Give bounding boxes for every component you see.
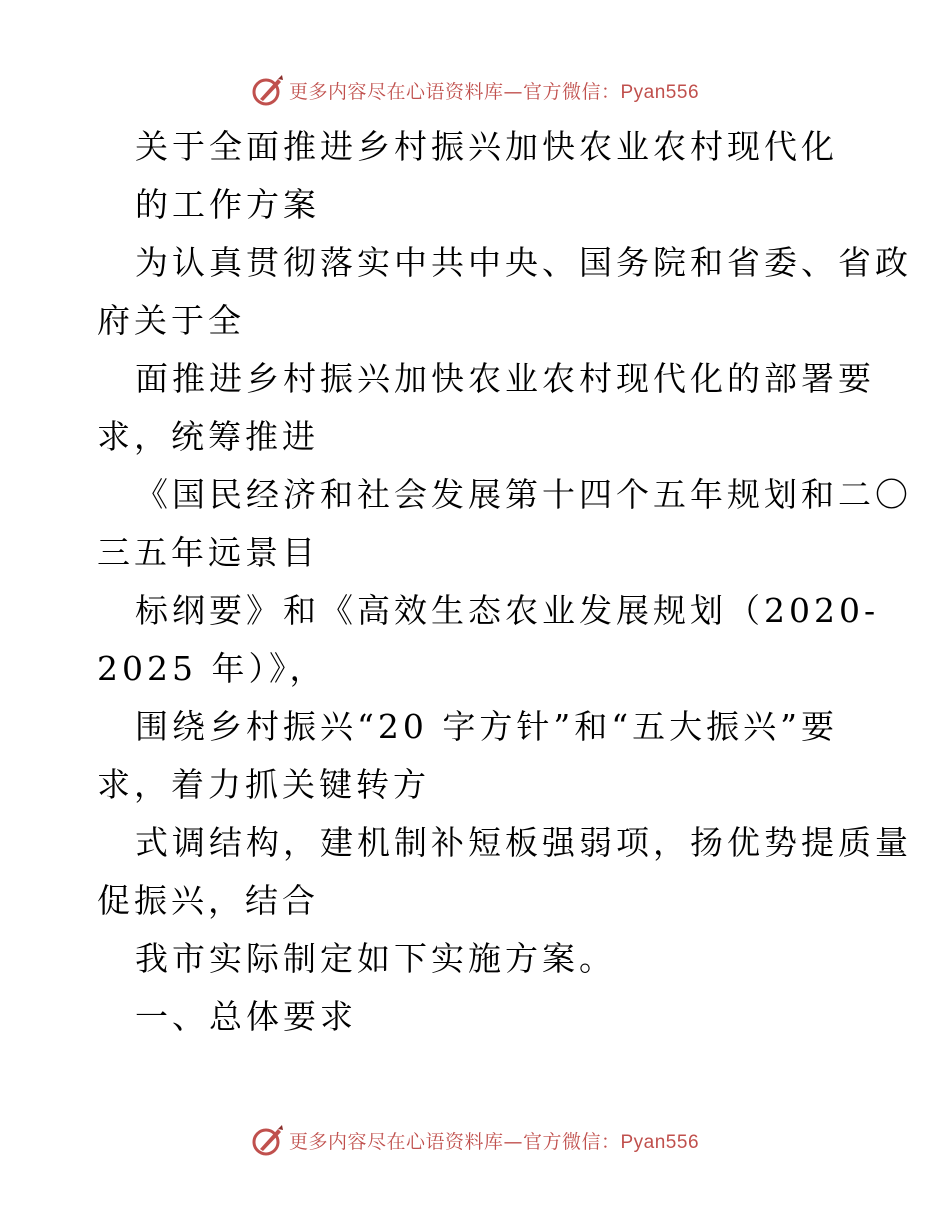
doc-line: 式调结构，建机制补短板强弱项，扬优势提质量 bbox=[135, 823, 912, 862]
doc-line: 关于全面推进乡村振兴加快农业农村现代化 bbox=[135, 127, 838, 166]
section-heading: 一、总体要求 bbox=[135, 997, 357, 1036]
doc-line: 为认真贯彻落实中共中央、国务院和省委、省政 bbox=[135, 243, 912, 282]
watermark-header bbox=[0, 70, 950, 110]
quill-logo-icon bbox=[251, 73, 285, 107]
doc-line: 我市实际制定如下实施方案。 bbox=[135, 939, 616, 978]
document-body bbox=[0, 118, 950, 1046]
doc-line: 求，统筹推进 bbox=[97, 417, 319, 456]
doc-line: 的工作方案 bbox=[135, 185, 320, 224]
watermark-footer bbox=[0, 1120, 950, 1160]
doc-line: 面推进乡村振兴加快农业农村现代化的部署要 bbox=[135, 359, 875, 398]
doc-line: 围绕乡村振兴“20 字方针”和“五大振兴”要 bbox=[135, 707, 838, 746]
doc-line: 府关于全 bbox=[97, 301, 245, 340]
doc-line: 2025 年）》， bbox=[97, 649, 327, 688]
doc-line: 促振兴，结合 bbox=[97, 881, 319, 920]
doc-line: 三五年远景目 bbox=[97, 533, 319, 572]
doc-line: 标纲要》和《高效生态农业发展规划（2020- bbox=[135, 591, 880, 630]
watermark-text: 更多内容尽在心语资料库—官方微信：Pyan556 bbox=[288, 1130, 700, 1153]
quill-logo-icon bbox=[251, 1123, 285, 1157]
watermark-text: 更多内容尽在心语资料库—官方微信：Pyan556 bbox=[288, 80, 700, 103]
doc-line: 求，着力抓关键转方 bbox=[97, 765, 430, 804]
doc-line: 《国民经济和社会发展第十四个五年规划和二〇 bbox=[135, 475, 912, 514]
